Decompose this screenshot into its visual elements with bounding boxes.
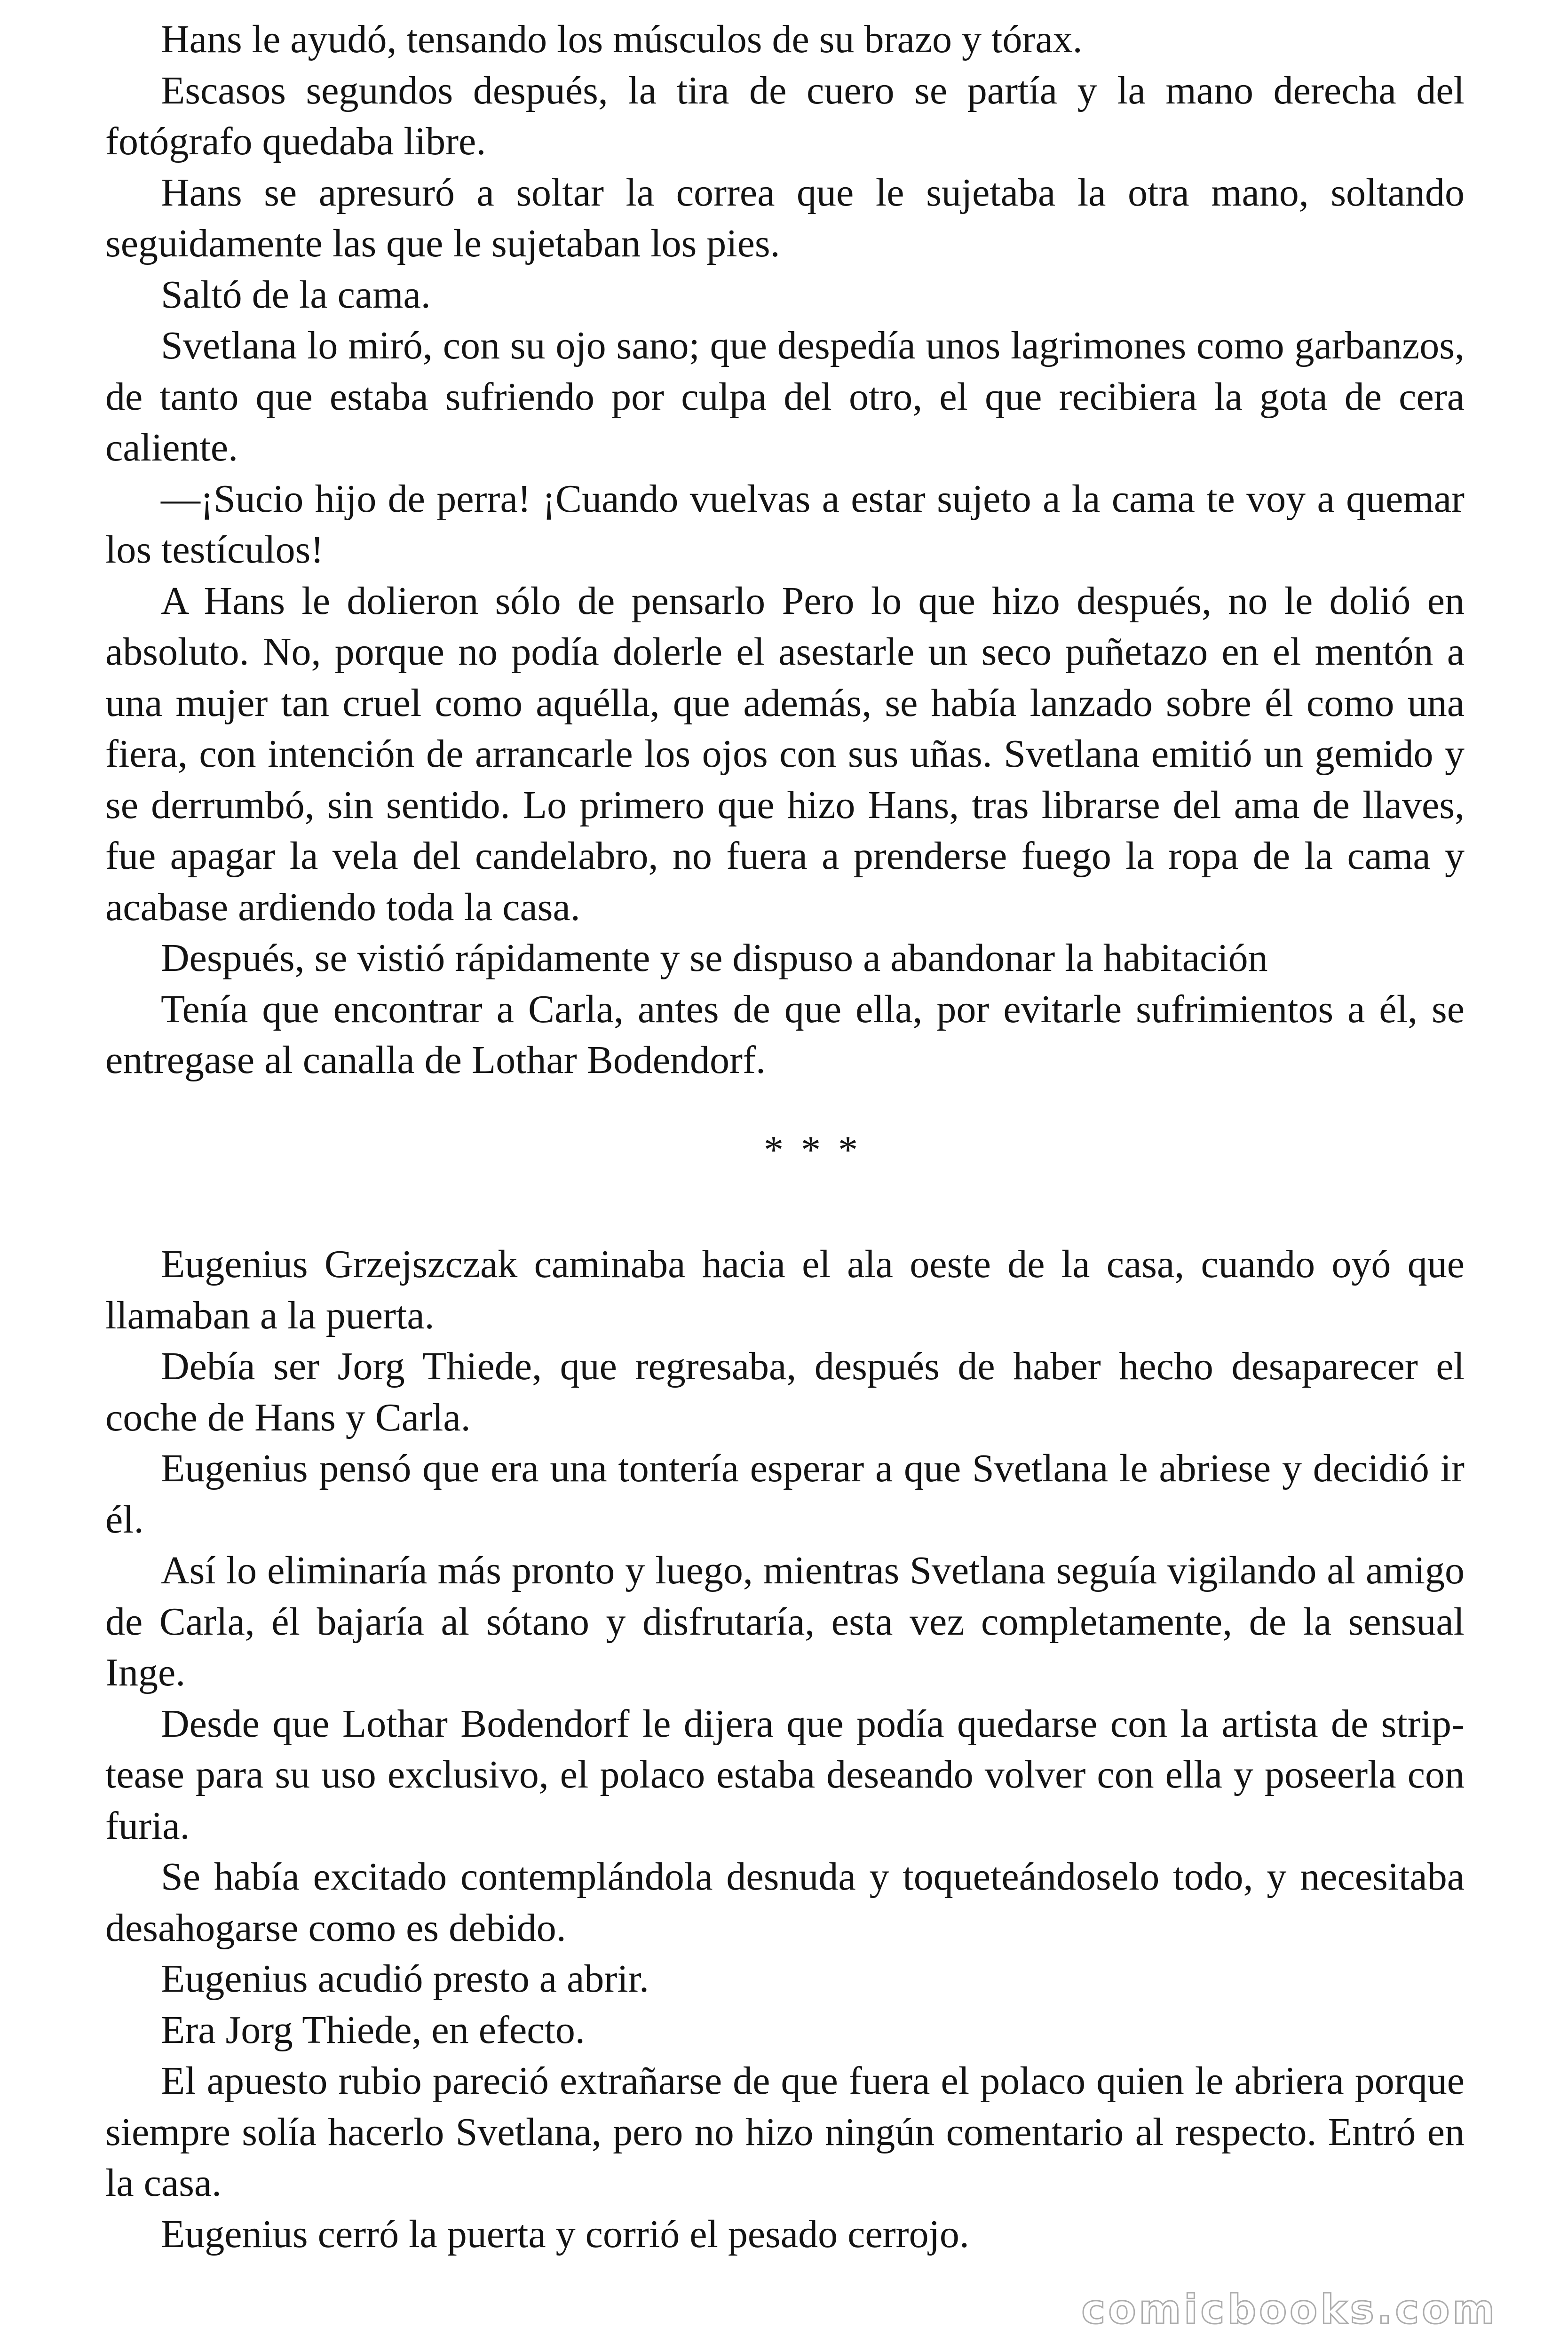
paragraph: Eugenius pensó que era una tontería esperar a que Svetlana le abriese y decidió ir él. bbox=[105, 1446, 1465, 1542]
paragraph: Svetlana lo miró, con su ojo sano; que despedía unos lagrimones como garbanzos, de tanto que estaba sufriendo por culpa del otro, el que recibiera la gota de cera caliente. bbox=[105, 324, 1465, 469]
paragraph: Hans se apresuró a soltar la correa que le sujetaba la otra mano, soltando seguidamente las que le sujetaban los pies. bbox=[105, 170, 1465, 265]
paragraph: Después, se vistió rápidamente y se dispuso a abandonar la habitación bbox=[161, 936, 1268, 980]
book-page bbox=[105, 14, 1465, 2260]
paragraph: El apuesto rubio pareció extrañarse de que fuera el polaco quien le abriera porque siempre solía hacerlo Svetlana, pero no hizo ningún comentario al respecto. Entró en la casa. bbox=[105, 2059, 1465, 2205]
paragraph: Eugenius acudió presto a abrir. bbox=[161, 1957, 649, 2001]
paragraph: Así lo eliminaría más pronto y luego, mientras Svetlana seguía vigilando al amigo de Carla, él bajaría al sótano y disfrutaría, esta vez completamente, de la sensual Inge. bbox=[105, 1549, 1465, 1694]
paragraph: Se había excitado contemplándola desnuda y toqueteándoselo todo, y necesitaba desahogarse como es debido. bbox=[105, 1855, 1465, 1950]
paragraph: A Hans le dolieron sólo de pensarlo Pero lo que hizo después, no le dolió en absoluto. No, porque no podía dolerle el asestarle un seco puñetazo en el mentón a una mujer tan cruel como aquélla, que además, se había lanzado sobre él como una fiera, con intención de arrancarle los ojos con sus uñas. Svetlana emitió un gemido y se derrumbó, sin sentido. Lo primero que hizo Hans, tras librarse del ama de llaves, fue apagar la vela del candelabro, no fuera a prenderse fuego la ropa de la cama y acabase ardiendo toda la casa. bbox=[105, 579, 1465, 929]
paragraph: —¡Sucio hijo de perra! ¡Cuando vuelvas a estar sujeto a la cama te voy a quemar los testículos! bbox=[105, 477, 1465, 572]
paragraph: Saltó de la cama. bbox=[161, 272, 431, 317]
watermark: comicbooks.com bbox=[1081, 2286, 1497, 2333]
paragraph: Tenía que encontrar a Carla, antes de que ella, por evitarle sufrimientos a él, se entregase al canalla de Lothar Bodendorf. bbox=[105, 987, 1465, 1082]
paragraph: Hans le ayudó, tensando los músculos de su brazo y tórax. bbox=[161, 17, 1083, 61]
paragraph: Eugenius cerró la puerta y corrió el pesado cerrojo. bbox=[161, 2212, 969, 2256]
paragraph: Era Jorg Thiede, en efecto. bbox=[161, 2008, 585, 2052]
scene-separator: * * * bbox=[764, 1128, 862, 1172]
paragraph: Debía ser Jorg Thiede, que regresaba, después de haber hecho desaparecer el coche de Hans y Carla. bbox=[105, 1344, 1465, 1439]
paragraph: Eugenius Grzejszczak caminaba hacia el ala oeste de la casa, cuando oyó que llamaban a la puerta. bbox=[105, 1242, 1465, 1337]
paragraph: Escasos segundos después, la tira de cuero se partía y la mano derecha del fotógrafo quedaba libre. bbox=[105, 68, 1465, 163]
paragraph: Desde que Lothar Bodendorf le dijera que podía quedarse con la artista de strip-tease para su uso exclusivo, el polaco estaba deseando volver con ella y poseerla con furia. bbox=[105, 1701, 1465, 1848]
